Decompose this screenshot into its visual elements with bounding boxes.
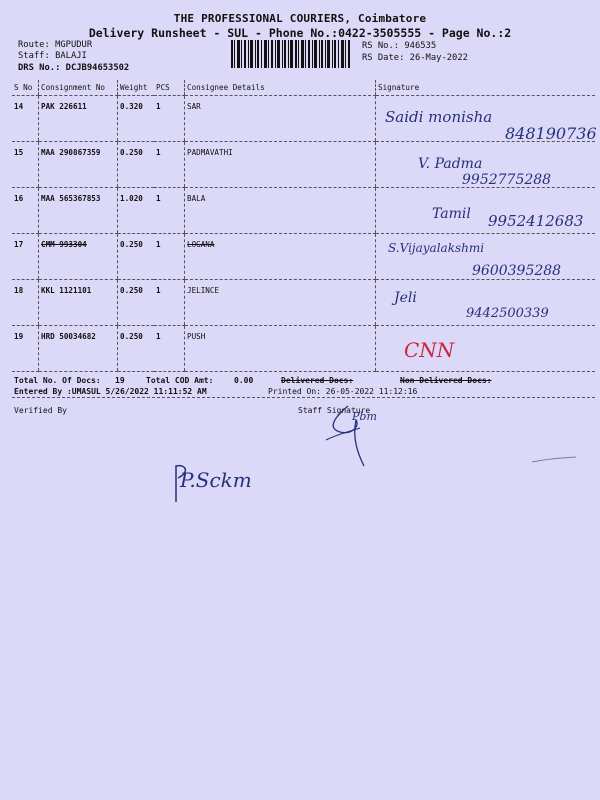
drs-number: DRS No.: DCJB94653502 bbox=[18, 63, 130, 73]
cell-consignment: KKL 1121101 bbox=[39, 280, 118, 326]
col-header-sno: S No bbox=[12, 80, 39, 96]
handwritten-phone-16: 9952412683 bbox=[488, 212, 584, 230]
non-delivered-docs-label: Non Delivered Docs: bbox=[400, 376, 492, 385]
staff-signature-text: Pbm bbox=[352, 410, 377, 423]
cell-pcs: 1 bbox=[154, 188, 185, 234]
footer-divider bbox=[12, 397, 595, 398]
cell-consignee: BALA bbox=[185, 188, 376, 234]
cell-sno: 18 bbox=[12, 280, 39, 326]
cell-consignee: LOGANA bbox=[185, 234, 376, 280]
col-header-pcs: PCS bbox=[154, 80, 185, 96]
barcode-image bbox=[231, 40, 351, 68]
cell-weight: 0.250 bbox=[118, 280, 155, 326]
handwritten-phone-17: 9600395288 bbox=[472, 263, 562, 279]
cell-weight: 0.250 bbox=[118, 326, 155, 372]
cell-consignee: PADMAVATHI bbox=[185, 142, 376, 188]
table-row bbox=[12, 326, 595, 372]
handwritten-phone-14: 848190736 bbox=[505, 124, 597, 143]
cell-weight: 1.020 bbox=[118, 188, 155, 234]
cell-sno: 19 bbox=[12, 326, 39, 372]
runsheet-subtitle: Delivery Runsheet - SUL - Phone No.:0422-3505555 - Page No.:2 bbox=[88, 26, 512, 40]
cell-weight: 0.250 bbox=[118, 234, 155, 280]
cell-pcs: 1 bbox=[154, 142, 185, 188]
col-header-consignment: Consignment No bbox=[39, 80, 118, 96]
entered-by: Entered By :UMASUL 5/26/2022 11:11:52 AM bbox=[14, 387, 207, 396]
cell-consignment: PAK 226611 bbox=[39, 96, 118, 142]
staff-label: Staff: BALAJI bbox=[18, 51, 87, 61]
col-header-weight: Weight bbox=[118, 80, 155, 96]
verified-by-label: Verified By bbox=[14, 406, 67, 415]
cell-sno: 14 bbox=[12, 96, 39, 142]
cell-consignee: PUSH bbox=[185, 326, 376, 372]
cell-sno: 15 bbox=[12, 142, 39, 188]
col-header-consignee: Consignee Details bbox=[185, 80, 376, 96]
cell-sno: 17 bbox=[12, 234, 39, 280]
rs-date: RS Date: 26-May-2022 bbox=[362, 53, 468, 63]
cell-pcs: 1 bbox=[154, 234, 185, 280]
cell-sno: 16 bbox=[12, 188, 39, 234]
printed-on: Printed On: 26-05-2022 11:12:16 bbox=[268, 387, 418, 396]
handwritten-signature-16: Tamil bbox=[432, 206, 471, 222]
handwritten-phone-18: 9442500339 bbox=[466, 306, 549, 321]
route-label: Route: MGPUDUR bbox=[18, 40, 93, 50]
staff-signature-scrawl-image bbox=[318, 398, 408, 470]
cell-consignment: HRD 50034682 bbox=[39, 326, 118, 372]
staff-signature-label: Staff Signature bbox=[298, 406, 371, 415]
cell-consignment: CMM 993304 bbox=[39, 234, 118, 280]
table-header-row bbox=[12, 80, 595, 96]
total-docs-value: 19 bbox=[115, 376, 125, 385]
cell-consignee: JELINCE bbox=[185, 280, 376, 326]
rs-number: RS No.: 946535 bbox=[362, 41, 437, 51]
total-cod-value: 0.00 bbox=[234, 376, 254, 385]
handwritten-signature-19: CNN bbox=[404, 338, 455, 362]
cell-pcs: 1 bbox=[154, 96, 185, 142]
pen-stroke-mark bbox=[530, 454, 580, 466]
cell-pcs: 1 bbox=[154, 326, 185, 372]
handwritten-signature-17: S.Vijayalakshmi bbox=[388, 241, 485, 255]
col-header-signature: Signature bbox=[376, 80, 596, 96]
handwritten-signature-14: Saidi monisha bbox=[385, 108, 493, 126]
total-docs-label: Total No. Of Docs: bbox=[14, 376, 101, 385]
cell-consignee: SAR bbox=[185, 96, 376, 142]
cell-pcs: 1 bbox=[154, 280, 185, 326]
total-cod-label: Total COD Amt: bbox=[146, 376, 214, 385]
cell-weight: 0.320 bbox=[118, 96, 155, 142]
handwritten-signature-18: Jeli bbox=[394, 290, 417, 306]
handwritten-phone-15: 9952775288 bbox=[462, 172, 552, 188]
handwritten-signature-15: V. Padma bbox=[418, 156, 483, 172]
delivered-docs-label: Delivered Docs: bbox=[281, 376, 354, 385]
cell-consignment: MAA 290867359 bbox=[39, 142, 118, 188]
cell-consignment: MAA 565367853 bbox=[39, 188, 118, 234]
verifier-signature-text: P.Sckm bbox=[180, 468, 252, 492]
cell-weight: 0.250 bbox=[118, 142, 155, 188]
company-title: THE PROFESSIONAL COURIERS, Coimbatore bbox=[173, 12, 427, 25]
